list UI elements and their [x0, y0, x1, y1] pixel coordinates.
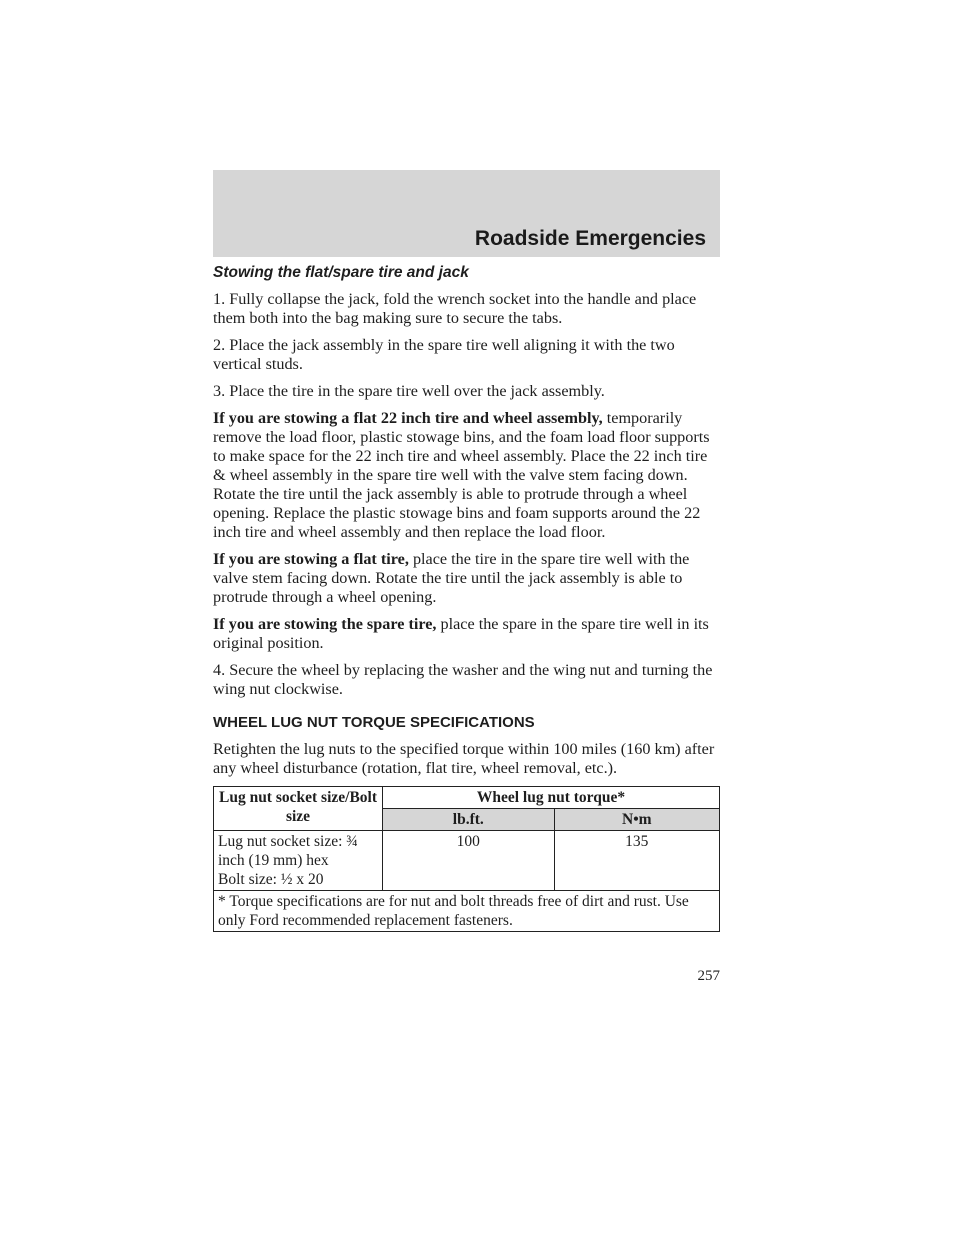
case-flat-tire-lead: If you are stowing a flat tire, [213, 550, 409, 568]
unit-lbft: lb.ft. [383, 809, 555, 831]
nm-value: 135 [554, 831, 719, 891]
case-spare-tire-text: place the spare in the spare tire well in its original position. [213, 615, 709, 652]
case-spare-tire-lead: If you are stowing the spare tire, [213, 615, 437, 633]
table-footnote-row [214, 891, 720, 932]
section-title: Roadside Emergencies [474, 227, 706, 250]
case-22-inch-text: temporarily remove the load floor, plastic stowage bins, and the foam load floor supports to make space for the 22 inch tire and wheel assembly. Place the 22 inch tire & wheel assembly in the spare tire well with the valve stem facing down. Rotate the tire until the jack assembly is able to protrude through a wheel opening. Replace the plastic stowage bins and foam supports around the 22 inch tire and wheel assembly and then replace the load floor. [213, 409, 710, 541]
table-footnote: * Torque specifications are for nut and bolt threads free of dirt and rust. Use only Ford recommended replacement fasteners. [214, 891, 720, 932]
step-4: 4. Secure the wheel by replacing the washer and the wing nut and turning the wing nut clockwise. [213, 661, 713, 698]
case-22-inch-lead: If you are stowing a flat 22 inch tire and wheel assembly, [213, 409, 603, 427]
page-content [213, 263, 720, 932]
step-3: 3. Place the tire in the spare tire well over the jack assembly. [213, 382, 605, 400]
step-1: 1. Fully collapse the jack, fold the wrench socket into the handle and place them both into the bag making sure to secure the tabs. [213, 290, 697, 327]
table-header-row [214, 787, 720, 809]
case-22-inch [213, 409, 720, 542]
case-spare-tire [213, 615, 720, 653]
lbft-value: 100 [383, 831, 555, 891]
step-2: 2. Place the jack assembly in the spare tire well aligning it with the two vertical studs. [213, 336, 675, 373]
case-flat-tire-text: place the tire in the spare tire well with the valve stem facing down. Rotate the tire until the jack assembly is able to protrude through a wheel opening. [213, 550, 690, 606]
page-number: 257 [697, 968, 720, 984]
size-cell [214, 831, 383, 891]
size-line-3: Bolt size: ½ x 20 [218, 871, 324, 888]
col-size-header: Lug nut socket size/Bolt size [214, 787, 383, 831]
size-line-1: Lug nut socket size: ¾ [218, 833, 358, 850]
unit-nm: N•m [554, 809, 719, 831]
torque-heading: WHEEL LUG NUT TORQUE SPECIFICATIONS [213, 714, 535, 731]
torque-intro: Retighten the lug nuts to the specified torque within 100 miles (160 km) after any wheel disturbance (rotation, flat tire, wheel removal, etc.). [213, 740, 715, 777]
section-header-band [213, 170, 720, 257]
subheading: Stowing the flat/spare tire and jack [213, 264, 469, 281]
case-flat-tire [213, 550, 720, 607]
size-line-2: inch (19 mm) hex [218, 852, 329, 869]
col-torque-header: Wheel lug nut torque* [383, 787, 720, 809]
torque-table [213, 786, 720, 932]
table-row [214, 831, 720, 891]
